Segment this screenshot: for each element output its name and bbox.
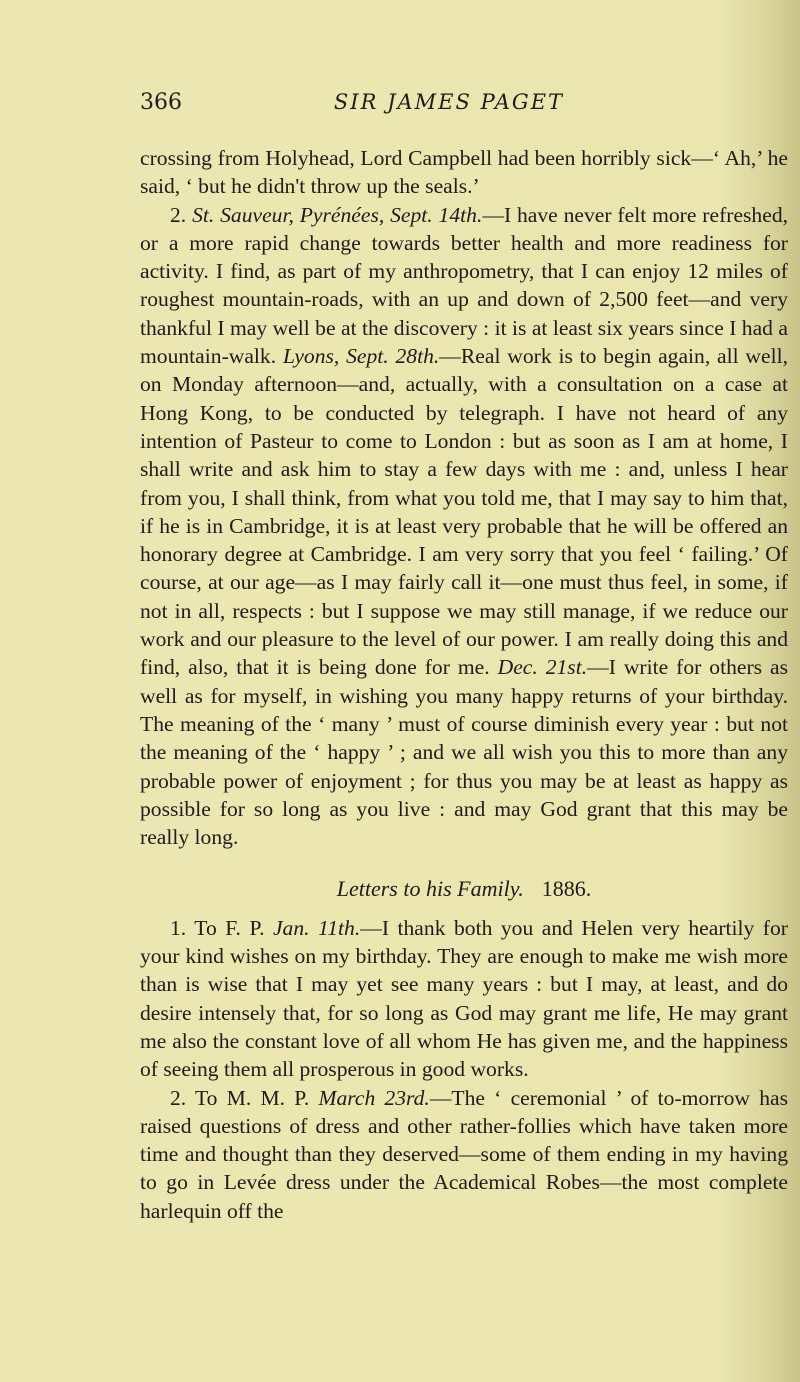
paragraph-3 <box>140 914 788 1084</box>
text-run: 2. To M. M. P. <box>170 1085 319 1110</box>
page-header <box>108 90 790 122</box>
text-run: —I have never felt more refreshed, or a more rapid change towards better health and more readiness for activity. I find, as part of my anthropometry, that I can enjoy 12 miles of roughest mountain-roads, with an up and down of 2,500 feet—and very thankful I may well be at the discovery : it is at least six years since I had a mountain-walk. <box>140 202 789 369</box>
text-run: —Real work is to begin again, all well, on Monday afternoon—and, actually, with a consultation on a case at Hong Kong, to be conducted by telegraph. I have not heard of any intention of Pasteur to come to London : but as soon as I am at home, I shall write and ask him to stay a few days with me : and, unless I hear from you, I shall think, from what you told me, that I may say to him that, if he is in Cambridge, it is at least very probable that he will be offered an honorary degree at Cambridge. I am very sorry that you feel ‘ failing.’ Of course, at our age—as I may fairly call it—one must thus feel, in some, if not in all, respects : but I suppose we may still manage, if we reduce our work and our pleasure to the level of our power. I am really doing this and find, also, that it is being done for me. <box>140 344 789 680</box>
dateline: Lyons, Sept. 28th. <box>282 344 440 369</box>
paragraph-1 <box>140 144 788 201</box>
paragraph-4 <box>140 1084 788 1225</box>
running-head: SIR JAMES PAGET <box>333 90 565 114</box>
section-title-text: Letters to his Family. <box>336 876 524 902</box>
text-run: —I thank both you and Helen very heartily for your kind wishes on my birthday. They are enough to make me wish more than is wise that I may yet see many years : but I may, at least, and do desire intensely that, for so long as God may grant me life, He may grant me also the constant love of all whom He has given me, and the happiness of seeing them all prosperous in good works. <box>140 915 788 1082</box>
dateline: St. Sauveur, Pyrénées, Sept. 14th. <box>192 202 483 227</box>
text-run: —The ‘ ceremonial ’ of to-morrow has raised questions of dress and other rather-follies which have taken more time and thought than they deserved—some of them ending in my having to go in Levée dress under the Academical Robes—the most complete harlequin off the <box>140 1085 788 1223</box>
dateline: Jan. 11th. <box>272 915 361 940</box>
dateline: Dec. 21st. <box>497 655 588 680</box>
text-run: 2. <box>170 202 193 227</box>
dateline: March 23rd. <box>318 1085 430 1110</box>
section-title <box>140 875 788 903</box>
text-run: 1. To F. P. <box>170 915 273 940</box>
paragraph-2 <box>140 201 788 852</box>
section-title-year: 1886. <box>541 876 592 902</box>
text-run: —I write for others as well as for myself, in wishing you many happy returns of your birthday. The meaning of the ‘ many ’ must of course diminish every year : but not the meaning of the ‘ happy ’ ; and we all wish you this to more than any probable power of enjoyment ; for thus you may be at least as happy as possible for so long as you live : and may God grant that this may be really long. <box>140 655 788 850</box>
page-number: 366 <box>140 90 182 115</box>
text-run: crossing from Holyhead, Lord Campbell had been horribly sick—‘ Ah,’ he said, ‘ but he didn't throw up the seals.’ <box>140 146 788 199</box>
page-body <box>140 144 788 1225</box>
